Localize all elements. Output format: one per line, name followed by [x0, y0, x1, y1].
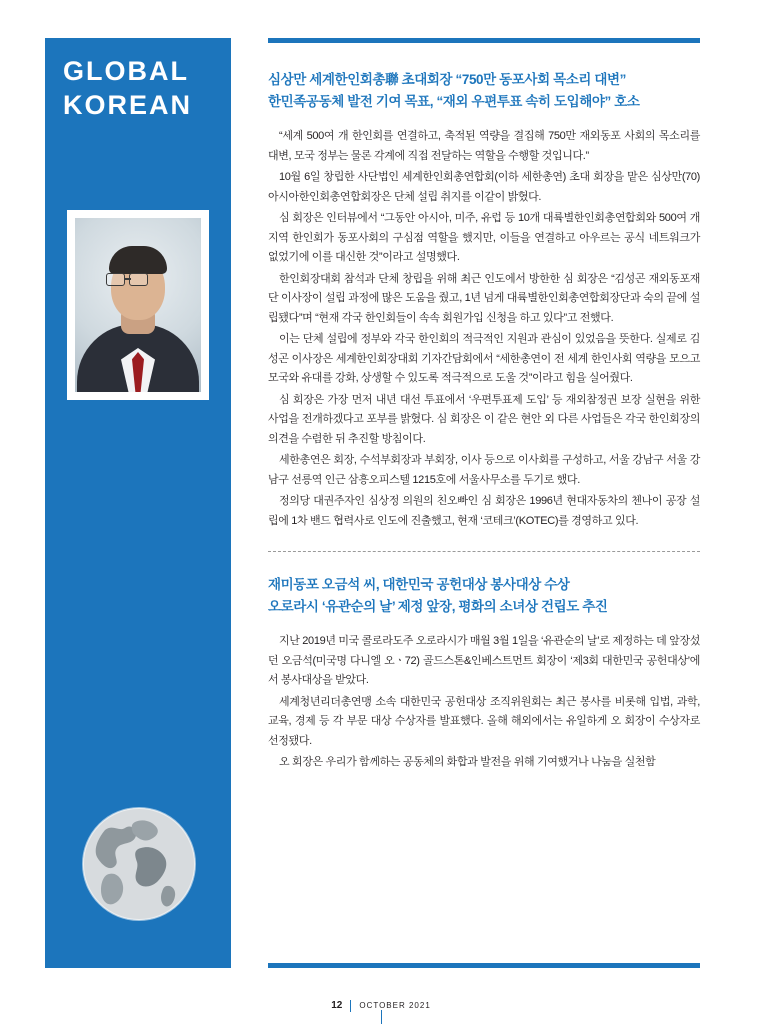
paragraph: 정의당 대권주자인 심상정 의원의 친오빠인 심 회장은 1996년 현대자동차의 첸나이 공장 설립에 1차 밴드 협력사로 인도에 진출했고, 현재 ‘코테크’(KOTEC)를 경영하고 있다.: [268, 495, 700, 527]
brand-title-line1: GLOBAL: [63, 56, 189, 86]
article2-headline-line2: 오로라시 ‘유관순의 날’ 제정 앞장, 평화의 소녀상 건립도 추진: [268, 599, 608, 614]
article2-headline-line1: 재미동포 오금석 씨, 대한민국 공헌대상 봉사대상 수상: [268, 577, 570, 592]
paragraph: 심 회장은 가장 먼저 내년 대선 투표에서 ‘우편투표제 도입’ 등 재외참정권 보장 실현을 위한 사업을 전개하겠다고 포부를 밝혔다. 심 회장은 이 같은 현안 외 다른 사업들은 각국 한인회장의 의견을 수렴한 뒤 추진할 방침이다.: [268, 393, 700, 445]
top-rule: [268, 38, 700, 43]
portrait-glasses-bridge: [125, 278, 131, 280]
article1-headline: [268, 69, 700, 113]
article1-headline-line1: 심상만 세계한인회총聯 초대회장 “750만 동포사회 목소리 대변”: [268, 72, 626, 87]
globe-icon: [75, 800, 203, 928]
paragraph: 한인회장대회 참석과 단체 창립을 위해 최근 인도에서 방한한 심 회장은 “김성곤 재외동포재단 이사장이 설립 과정에 많은 도움을 줬고, 1년 넘게 대륙별한인회총연합회장단과 숙의 끝에 설립됐다”며 “현재 각국 한인회들이 속속 회원가입 신청을 하고 있다”고 전했다.: [268, 272, 700, 324]
paragraph: 심 회장은 인터뷰에서 “그동안 아시아, 미주, 유럽 등 10개 대륙별한인회총연합회와 500여 개 지역 한인회가 동포사회의 구심점 역할을 했지만, 이들을 연결하고 아우르는 공식 네트워크가 없었기에 이를 대신한 것”이라고 설명했다.: [268, 212, 700, 263]
paragraph: 10월 6일 창립한 사단법인 세계한인회총연합회(이하 세한총연) 초대 회장을 맡은 심상만(70) 아시아한인회총연합회장은 단체 설립 취지를 이같이 밝혔다.: [268, 171, 700, 203]
paragraph: “세계 500여 개 한인회를 연결하고, 축적된 역량을 결집해 750만 재외동포 사회의 목소리를 대변, 모국 정부는 물론 각계에 직접 전달하는 역할을 수행할 것입니다.”: [268, 130, 700, 162]
footer-tick-mark: [381, 1010, 382, 1024]
portrait-glasses-left: [106, 273, 125, 286]
portrait-image: [75, 218, 201, 392]
portrait-glasses-right: [129, 273, 148, 286]
bottom-rule: [268, 963, 700, 968]
article-column: [268, 38, 700, 775]
paragraph: 지난 2019년 미국 콜로라도주 오로라시가 매월 3월 1일을 ‘유관순의 날’로 제정하는 데 앞장섰던 오금석(미국명 다니엘 오ㆍ72) 골드스톤&인베스트먼트 회장이 ‘제3회 대한민국 공헌대상’에서 봉사대상을 받았다.: [268, 635, 700, 686]
paragraph: 세한총연은 회장, 수석부회장과 부회장, 이사 등으로 이사회를 구성하고, 서울 강남구 서울 강남구 선릉역 인근 삼흥오피스텔 1215호에 서울사무소를 두기로 했다.: [268, 454, 700, 486]
section-divider: [268, 551, 700, 552]
footer-separator: [350, 1000, 351, 1012]
brand-title-line2: KOREAN: [63, 90, 193, 120]
issue-label: OCTOBER 2021: [359, 1001, 431, 1010]
brand-title: [63, 54, 223, 122]
article2-body: [268, 632, 700, 773]
sidebar-panel: [45, 38, 231, 968]
article2-headline: [268, 574, 700, 618]
article1-body: [268, 127, 700, 531]
paragraph: 오 회장은 우리가 함께하는 공동체의 화합과 발전을 위해 기여했거나 나눔을 실천함: [279, 756, 656, 768]
paragraph: 이는 단체 설립에 정부와 각국 한인회의 적극적인 지원과 관심이 있었음을 뜻한다. 실제로 김성곤 이사장은 세계한인회장대회 기자간담회에서 “세한총연이 전 세계 한인사회 역량을 모으고 모국와 유대를 강화, 상생할 수 있도록 적극적으로 도울 것”이라고 힘을 실어줬다.: [268, 333, 700, 384]
paragraph: 세계청년리더총연맹 소속 대한민국 공헌대상 조직위원회는 최근 봉사를 비롯해 입법, 과학, 교육, 경제 등 각 부문 대상 수상자를 발표했다. 올해 해외에서는 유일하게 오 회장이 수상자로 선정됐다.: [268, 695, 700, 747]
page-number: 12: [331, 1000, 343, 1011]
article1-headline-line2: 한민족공동체 발전 기여 목표, “재외 우편투표 속히 도입해야” 호소: [268, 94, 640, 109]
portrait-photo: [67, 210, 209, 400]
portrait-hair: [109, 246, 167, 274]
